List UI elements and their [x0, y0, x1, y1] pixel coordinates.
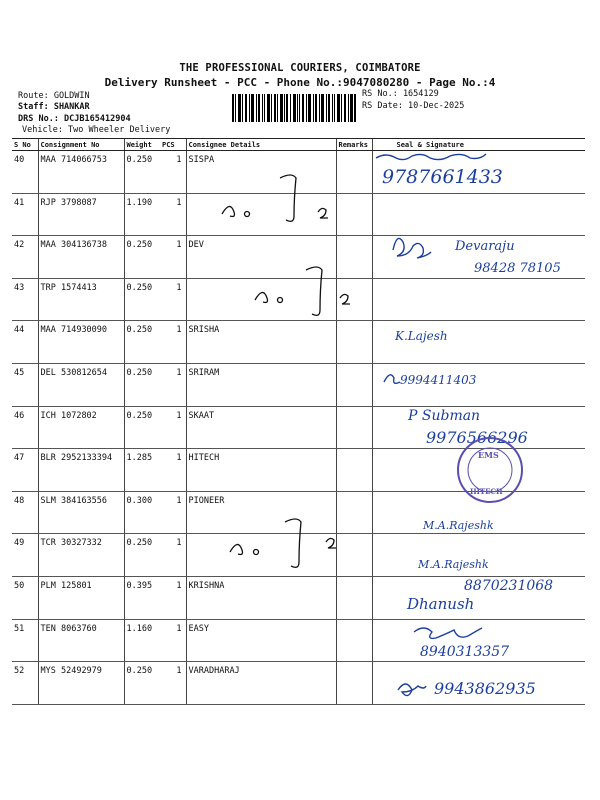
cell-consignment: PLM 125801: [38, 576, 124, 619]
cell-sno: 41: [12, 193, 38, 236]
cell-consignee: SKAAT: [186, 406, 336, 449]
cell-consignment: MAA 714930090: [38, 321, 124, 364]
runsheet-title: Delivery Runsheet - PCC - Phone No.:9047080280 - Page No.:4: [104, 76, 496, 89]
cell-consignee: VARADHARAJ: [186, 662, 336, 705]
cell-remarks: [336, 193, 372, 236]
cell-remarks: [336, 363, 372, 406]
cell-pcs: 1: [160, 662, 186, 705]
cell-pcs: 1: [160, 278, 186, 321]
cell-signature: [372, 406, 585, 449]
cell-sno: 51: [12, 619, 38, 662]
drs-label: DRS No.: DCJB165412904: [18, 114, 131, 124]
cell-weight: 0.250: [124, 236, 160, 279]
cell-weight: 1.285: [124, 449, 160, 492]
cell-consignment: ICH 1072802: [38, 406, 124, 449]
cell-signature: [372, 576, 585, 619]
cell-sno: 52: [12, 662, 38, 705]
cell-consignee: [186, 193, 336, 236]
cell-pcs: 1: [160, 491, 186, 534]
cell-remarks: [336, 662, 372, 705]
cell-remarks: [336, 491, 372, 534]
cell-sno: 50: [12, 576, 38, 619]
cell-weight: 0.395: [124, 576, 160, 619]
cell-sno: 43: [12, 278, 38, 321]
table-row: [12, 619, 585, 662]
cell-consignee: [186, 278, 336, 321]
handwritten-phone: 9943862935: [434, 679, 536, 698]
cell-remarks: [336, 151, 372, 194]
col-remarks: Remarks: [336, 139, 372, 151]
cell-consignment: MYS 52492979: [38, 662, 124, 705]
cell-consignment: SLM 384163556: [38, 491, 124, 534]
table-row: [12, 534, 585, 577]
cell-consignment: MAA 714066753: [38, 151, 124, 194]
cell-signature: [372, 491, 585, 534]
cell-signature: [372, 662, 585, 705]
cell-pcs: 1: [160, 236, 186, 279]
table-row: [12, 576, 585, 619]
cell-pcs: 1: [160, 449, 186, 492]
cell-weight: 1.190: [124, 193, 160, 236]
col-weight: Weight: [124, 139, 160, 151]
cell-weight: 0.250: [124, 406, 160, 449]
cell-remarks: [336, 534, 372, 577]
table-row: [12, 363, 585, 406]
table-row: [12, 193, 585, 236]
handwritten-signature: M.A.Rajeshk: [423, 519, 494, 532]
cell-pcs: 1: [160, 534, 186, 577]
col-consignee: Consignee Details: [186, 139, 336, 151]
cell-weight: 0.250: [124, 278, 160, 321]
handwritten-phone: 9787661433: [382, 166, 503, 188]
cell-sno: 42: [12, 236, 38, 279]
cell-consignee: SRISHA: [186, 321, 336, 364]
table-row: [12, 449, 585, 492]
table-row: [12, 662, 585, 705]
cell-pcs: 1: [160, 151, 186, 194]
cell-signature: [372, 534, 585, 577]
cell-pcs: 1: [160, 363, 186, 406]
cell-consignment: RJP 3798087: [38, 193, 124, 236]
cell-pcs: 1: [160, 576, 186, 619]
cell-pcs: 1: [160, 619, 186, 662]
handwritten-phone: 9994411403: [400, 373, 477, 387]
cell-weight: 0.250: [124, 151, 160, 194]
col-sno: S No: [12, 139, 38, 151]
cell-consignee: HITECH: [186, 449, 336, 492]
cell-sno: 44: [12, 321, 38, 364]
table-row: [12, 491, 585, 534]
cell-remarks: [336, 278, 372, 321]
cell-remarks: [336, 449, 372, 492]
cell-consignee: EASY: [186, 619, 336, 662]
cell-consignee: DEV: [186, 236, 336, 279]
cell-pcs: 1: [160, 193, 186, 236]
cell-remarks: [336, 236, 372, 279]
table-row: [12, 236, 585, 279]
cell-weight: 0.250: [124, 534, 160, 577]
cell-sno: 49: [12, 534, 38, 577]
col-signature: Seal & Signature: [372, 139, 585, 151]
cell-weight: 0.250: [124, 662, 160, 705]
handwritten-phone: 98428 78105: [474, 261, 561, 276]
cell-signature: [372, 193, 585, 236]
cell-weight: 0.250: [124, 363, 160, 406]
cell-consignment: TEN 8063760: [38, 619, 124, 662]
table-header-row: [12, 139, 585, 151]
cell-consignee: PIONEER: [186, 491, 336, 534]
cell-signature: [372, 151, 585, 194]
handwritten-name: Devaraju: [455, 239, 515, 254]
barcode: [232, 94, 356, 122]
table-row: [12, 278, 585, 321]
handwritten-signature: M.A.Rajeshk: [418, 558, 489, 571]
handwritten-name: P Subman: [408, 408, 481, 424]
rs-number: RS No.: 1654129: [362, 89, 439, 99]
route-label: Route: GOLDWIN: [18, 91, 90, 101]
cell-signature: [372, 278, 585, 321]
cell-signature: [372, 363, 585, 406]
table-row: [12, 151, 585, 194]
handwritten-phone: 8870231068: [464, 578, 554, 594]
handwritten-signature: K.Lajesh: [395, 329, 448, 343]
handwritten-phone: 8940313357: [420, 644, 510, 660]
cell-signature: [372, 321, 585, 364]
cell-sno: 40: [12, 151, 38, 194]
cell-consignment: BLR 2952133394: [38, 449, 124, 492]
cell-consignee: SISPA: [186, 151, 336, 194]
cell-weight: 0.250: [124, 321, 160, 364]
handwritten-phone: 9976566296: [426, 428, 528, 447]
cell-sno: 45: [12, 363, 38, 406]
handwritten-name: Dhanush: [407, 595, 475, 613]
stamp-top-text: EMS: [478, 450, 499, 460]
runsheet-table: [12, 138, 585, 703]
table-row: [12, 321, 585, 364]
col-consignment: Consignment No: [38, 139, 124, 151]
cell-weight: 1.160: [124, 619, 160, 662]
company-name: THE PROFESSIONAL COURIERS, COIMBATORE: [179, 62, 421, 74]
cell-consignee: SRIRAM: [186, 363, 336, 406]
table-row: [12, 406, 585, 449]
cell-sno: 46: [12, 406, 38, 449]
cell-pcs: 1: [160, 321, 186, 364]
cell-sno: 48: [12, 491, 38, 534]
cell-signature: [372, 449, 585, 492]
cell-consignment: TRP 1574413: [38, 278, 124, 321]
cell-remarks: [336, 576, 372, 619]
stamp-bottom-text: HITECH: [470, 487, 503, 496]
cell-signature: [372, 236, 585, 279]
cell-weight: 0.300: [124, 491, 160, 534]
cell-remarks: [336, 619, 372, 662]
cell-consignee: [186, 534, 336, 577]
cell-consignee: KRISHNA: [186, 576, 336, 619]
cell-pcs: 1: [160, 406, 186, 449]
col-pcs: PCS: [160, 139, 186, 151]
cell-consignment: DEL 530812654: [38, 363, 124, 406]
cell-sno: 47: [12, 449, 38, 492]
cell-consignment: MAA 304136738: [38, 236, 124, 279]
cell-signature: [372, 619, 585, 662]
cell-consignment: TCR 30327332: [38, 534, 124, 577]
vehicle-label: Vehicle: Two Wheeler Delivery: [22, 125, 171, 135]
rs-date: RS Date: 10-Dec-2025: [362, 101, 465, 111]
staff-label: Staff: SHANKAR: [18, 102, 90, 112]
cell-remarks: [336, 321, 372, 364]
cell-remarks: [336, 406, 372, 449]
